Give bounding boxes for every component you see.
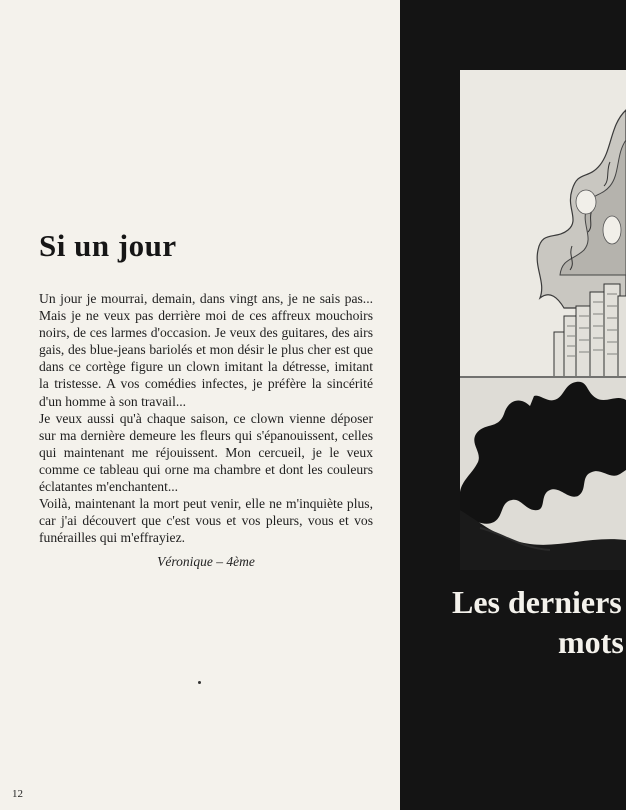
article-title-line1: Les derniers — [452, 584, 622, 620]
poem-paragraph: Voilà, maintenant la mort peut venir, elle ne m'inquiète plus, car j'ai découvert que c'est vous et vos pleurs, vous et vos funérailles qui m'effrayiez. — [39, 496, 373, 546]
poem-paragraph: Je veux aussi qu'à chaque saison, ce clown vienne déposer sur ma dernière demeure les fleurs qui s'épanouissent, celles qui maintenant me réjouissent. Mon cercueil, je le veux comme ce tableau qui orne ma chambre et dont les couleurs éclatantes m'enchantent... — [39, 410, 373, 495]
city-flames-icon — [460, 70, 626, 570]
right-page — [400, 0, 626, 810]
page-number: 12 — [12, 788, 23, 800]
poem-title: Si un jour — [39, 228, 177, 263]
city-flames-illustration — [460, 70, 626, 570]
article-title-line2: mots — [558, 624, 624, 660]
ink-dot — [198, 681, 201, 684]
poem-paragraph: Un jour je mourrai, demain, dans vingt ans, je ne sais pas... Mais je ne veux pas derrière moi de ces affreux mouchoirs noirs, de ces larmes d'occasion. Je veux des guitares, des airs gais, des blue-jeans bariolés et mon désir le plus cher est que dans ce cortège figure un clown imitant la détresse, imitant la tristesse. A vos comédies infectes, je préfère la sincérité d'un homme à son travail... — [39, 291, 373, 409]
poem-body — [39, 290, 373, 546]
poem-signature: Véronique – 4ème — [157, 554, 255, 569]
